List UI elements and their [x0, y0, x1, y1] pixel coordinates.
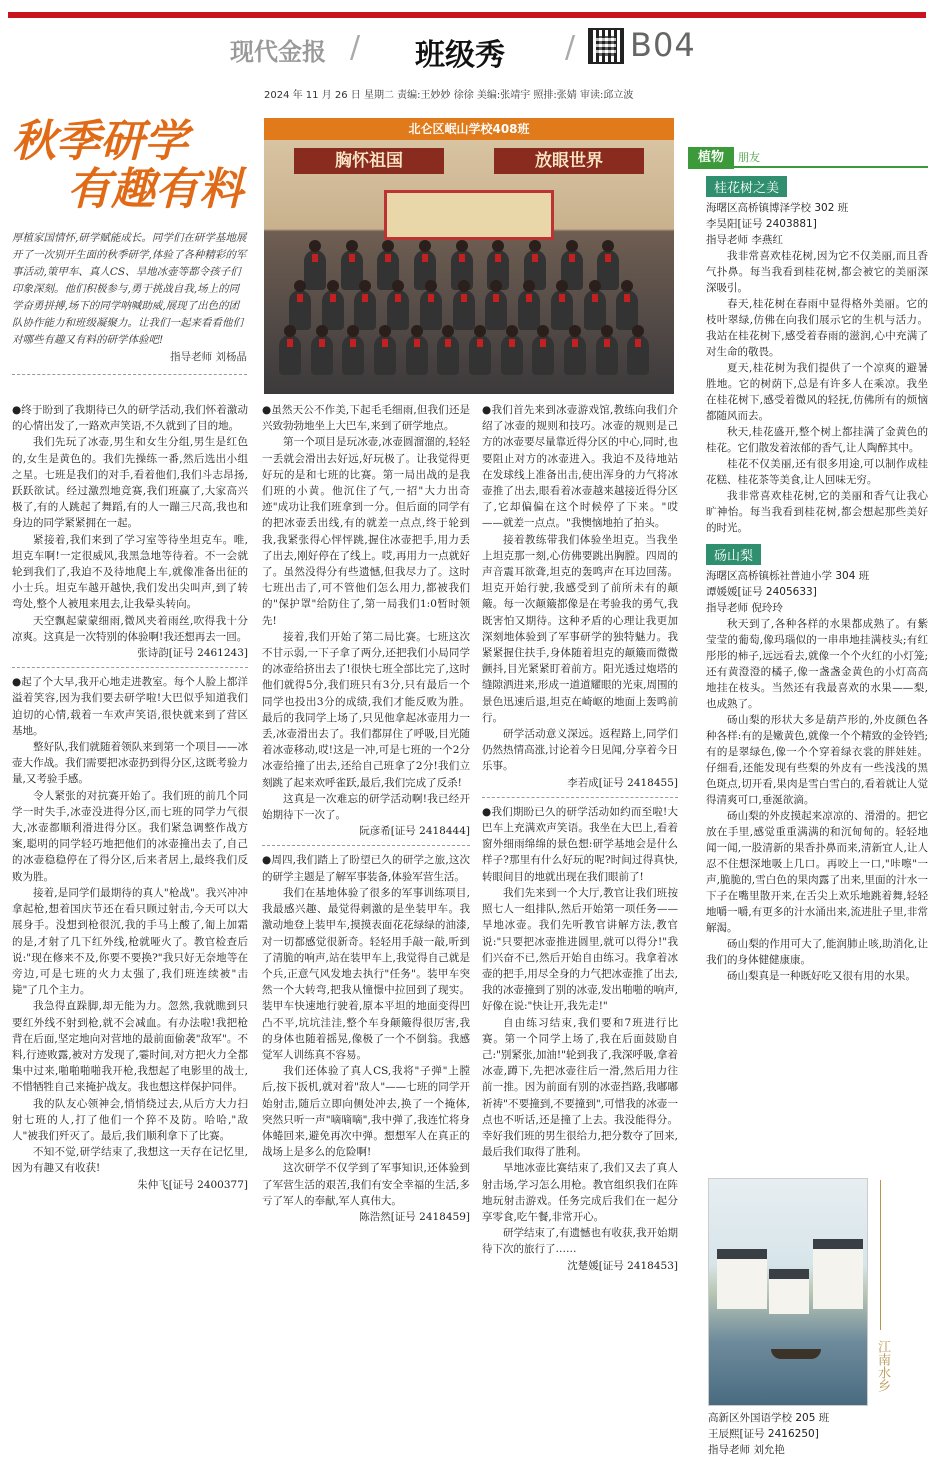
feature-title	[12, 118, 252, 214]
article-paragraph: 接着,我们开始了第二局比赛。七班这次不甘示弱,一下子拿了两分,还把我们小局同学的冰壶给挤出去了!很快七班全部比完了,这时他们就得5分,我们班只有3分,只有最后一个同学也投出3分的成绩,我们才能反败为胜。最后的我同学上场了,只见他拿起冰壶用力一丢,冰壶滑出去了。我们都屏住了呼吸,目光随着冰壶移动,哎!这是一冲,可是七班的一个2分冰壶给撞了出去,还给自己班拿了2分!我们立刻跳了起来欢呼雀跃,最后,我们完成了反杀!	[262, 630, 470, 789]
photo-student	[616, 290, 638, 330]
photo-student	[564, 335, 586, 375]
article-paragraph: 砀山梨的形状大多是葫芦形的,外皮颜色各种各样:有的是嫩黄色,就像一个个精致的金铃铛;有的是翠绿色,像一个个穿着绿衣裳的胖娃娃。仔细看,还能发现有些梨的外皮有一些浅浅的黑色斑点,切开看,果肉是雪白雪白的,看着就让人觉得清爽可口,垂涎欲滴。	[706, 714, 928, 806]
painting-house	[717, 1249, 767, 1309]
teacher-line: 指导老师 倪玲玲	[706, 602, 783, 614]
school-line: 海曙区高桥镇博泽学校 302 班	[706, 202, 849, 214]
feature-title-line2: 有趣有料	[67, 164, 243, 215]
watercolor-painting	[708, 1178, 868, 1406]
author-signature: 朱仲飞[证号 2400377]	[137, 1178, 248, 1191]
article-paragraph: 紧接着,我们来到了学习室等待坐坦克车。唯,坦克车啊!一定很威风,我黑急地等待着。不一会就轮到我们了,我迫不及待地爬上车,就像准备出征的小士兵。坦克车越开越快,我们发出尖叫声,到了转弯处,整个人被甩来甩去,让我晕头转向。	[12, 533, 248, 611]
photo-student	[420, 290, 442, 330]
class-photo	[264, 118, 674, 394]
photo-student	[532, 335, 554, 375]
paper-name: 现代金报	[230, 38, 326, 66]
vertical-rule	[880, 1180, 881, 1330]
divider-slash: /	[350, 30, 361, 65]
photo-student	[469, 335, 491, 375]
painting-house	[769, 1269, 809, 1314]
painting-credit	[708, 1410, 928, 1458]
article-paragraph: 砀山梨的外皮摸起来凉凉的、滑滑的。把它放在手里,感觉重重满满的和沉甸甸的。轻轻地闻一闻,一股清新的果香扑鼻而来,清新宜人,让人忍不住想深地吸上几口。再咬上一口,"咔嚓"一声,脆脆的,雪白色的果肉露了出来,里面的汁水一下子在嘴里散开来,在舌尖上欢乐地跳着舞,轻轻地嚼一嚼,有更多的汁水涌出来,流进肚子里,非常解渴。	[706, 810, 928, 934]
article-paragraph: 夏天,桂花树为我们提供了一个凉爽的避暑胜地。它的树荫下,总是有许多人在乘凉。我坐在桂花树下,感受着微风的轻抚,仿佛所有的烦恼都随风而去。	[706, 362, 928, 422]
article-paragraph: 研学活动意义深远。返程路上,同学们仍然热情高涨,讨论着今日见闻,分享着今日乐事。	[482, 728, 678, 773]
right-column	[688, 172, 928, 984]
author-signature: 陈浩然[证号 2418459]	[359, 1210, 470, 1223]
photo-student	[311, 335, 333, 375]
author-signature: 李若成[证号 2418455]	[567, 776, 678, 789]
photo-student	[518, 290, 540, 330]
article-paragraph: 这次研学不仅学到了军事知识,还体验到了军营生活的艰苦,我们有安全幸福的生活,多亏了军人的奉献,军人真伟大。	[262, 1162, 470, 1207]
column-3	[482, 402, 678, 1280]
photo-student	[597, 250, 619, 290]
article-paragraph: 不知不觉,研学结束了,我想这一天存在记忆里,因为有趣又有收获!	[12, 1146, 248, 1175]
article-paragraph: 整好队,我们就随着领队来到第一个项目——冰壶大作战。我们需要把冰壶扔到得分区,这既考验力量,又考验手感。	[12, 741, 248, 786]
article-paragraph: 自由练习结束,我们要和7班进行比赛。第一个同学上场了,我在后面鼓励自己:"别紧张,加油!"轮到我了,我深呼吸,拿着冰壶,蹲下,先把冰壶往后一滑,然后用力往前一推。因为前面有别的冰壶挡路,我嘟嘟祈祷"不要撞到,不要撞到",可惜我的冰壶一点也不听话,还是撞了上去。我没能得分。幸好我们班的男生很给力,把分数夺了回来,最后我们取得了胜利。	[482, 1016, 678, 1159]
photo-student	[437, 335, 459, 375]
top-red-rule	[8, 12, 926, 18]
photo-student	[453, 290, 475, 330]
article-divider	[262, 845, 470, 846]
article-paragraph: 秋天到了,各种各样的水果都成熟了。有紫莹莹的葡萄,像玛瑙似的一串串地挂满枝头;有红彤彤的柿子,远远看去,就像一个个火红的小灯笼;还有黄澄澄的橘子,像一盏盏金黄色的小灯高高地挂在枝头。当然还有我最喜欢的水果——梨,也成熟了。	[706, 618, 928, 710]
photo-student	[374, 335, 396, 375]
article-paragraph: 我们先玩了冰壶,男生和女生分组,男生是红色的,女生是黄色的。我们先操练一番,然后选出小组之星。七班是我们的对手,看着他们,我们斗志昂扬,跃跃欲试。经过激烈地竞赛,我们班赢了,大家高兴极了,有的人跳起了舞蹈,有的人一蹦三尺高,我也和身边的同学紧紧拥在一起。	[12, 436, 248, 530]
qr-code-icon	[588, 28, 624, 64]
article-paragraph: 天空飘起蒙蒙细雨,微风夹着雨丝,吹得我十分凉爽。这真是一次特别的体验啊!我还想再去一回。	[12, 614, 248, 643]
photo-student	[322, 290, 344, 330]
photo-student	[406, 335, 428, 375]
photo-student	[289, 290, 311, 330]
photo-student	[279, 335, 301, 375]
photo-student	[596, 335, 618, 375]
painting-house	[813, 1239, 863, 1309]
photo-board	[384, 190, 554, 240]
intro-teacher: 指导老师 刘杨晶	[170, 351, 247, 363]
article-paragraph: 我非常喜欢桂花树,它的美丽和香气让我心旷神怡。每当我看到桂花树,都会想起那些美好的时光。	[706, 490, 928, 534]
article-paragraph: 桂花不仅美丽,还有很多用途,可以制作成桂花糕、桂花茶等美食,让人回味无穷。	[706, 458, 928, 486]
article-paragraph: 第一个项目是玩冰壶,冰壶圆溜溜的,轻轻一丢就会滑出去好远,好玩极了。让我觉得更好玩的是和七班的比赛。第一局出战的是我们班的小黄。他沉住了气,一招"大力出奇迹"成功让我们班拿到一分。但后面的同学有的把冰壶丢出线,有的就差一点点,终于轮到我,我紧张得心怦怦跳,握住冰壶把手,用力丢了出去,刚好停在了线上。哎,再用力一点就好了。虽然没得分有些遗憾,但我尽力了。这时七班出击了,可不管他们怎么用力,都被我们的"保护罩"给防住了,第一局我们1:0暂时领先!	[262, 436, 470, 627]
article-paragraph: ●周四,我们踏上了盼望已久的研学之旅,这次的研学主题是了解军事装备,体验军营生活。	[262, 854, 470, 883]
page-number: B04	[630, 26, 696, 64]
article-title: 砀山梨	[706, 544, 761, 565]
plant-friends-tag	[688, 146, 928, 168]
author-line: 李昊阳[证号 2403881]	[706, 218, 817, 230]
article-paragraph: 接着,是同学们最期待的真人"枪战"。我兴冲冲拿起枪,想着国庆节还在看只顾过射击,今天可以大展身手。没想到枪很沉,我的手马上酸了,匍上加霜的是,才射了几下红外线,枪就哑火了。教官检查后说:"现在修来不及,你要不要换?"我只好无奈地等在旁边,可是七班的火力太强了,我们班连续被"击毙"了几个主力。	[12, 886, 248, 997]
article-paragraph: 我们先来到一个大厅,教官让我们班按照七人一组排队,然后开始第一项任务——旱地冰壶。我们先听教官讲解方法,教官说:"只要把冰壶推进圆里,就可以得分!"我们兴奋不已,然后开始自由练习。我拿着冰壶的把手,用尽全身的力气把冰壶推了出去,我的冰壶撞到了别的冰壶,发出啪啪的响声,好像在说:"快让开,我先走!"	[482, 886, 678, 1013]
photo-student	[551, 290, 573, 330]
article-paragraph: 令人紧张的对抗赛开始了。我们班的前几个同学一时失手,冰壶没进得分区,而七班的同学力气很大,冰壶都顺利滑进得分区。我们紧急调整作战方案,聪明的同学轻巧地把他们的冰壶撞出去了,自己的冰壶稳稳停在了得分区,后来者居上,最终我们反败为胜。	[12, 789, 248, 883]
photo-student	[584, 290, 606, 330]
article-paragraph: 砀山梨真是一种既好吃又很有用的水果。	[727, 970, 916, 982]
masthead	[0, 22, 934, 82]
article-paragraph: 我们在基地体验了很多的军事训练项目,我最感兴趣、最觉得刺激的是坐装甲车。我激动地登上装甲车,摸摸表面花花绿绿的油漆,对一切都感觉很新奇。轻轻用手敲一敲,听到了清脆的响声,站在装甲车上,我觉得自己就是个兵,正意气风发地去执行"任务"。装甲车突然一个大转弯,把我从憧憬中拉回到了现实。装甲车快速地行驶着,原本平坦的地面变得凹凸不平,坑坑洼洼,整个车身颠簸得很厉害,我的身体也随着摇晃,像极了一个不倒翁。我感觉军人训练真不容易。	[262, 886, 470, 1061]
article-body	[688, 616, 928, 984]
photo-caption: 北仑区岷山学校408班	[264, 118, 674, 140]
article-paragraph: ●虽然天公不作美,下起毛毛细雨,但我们还是兴致勃勃地坐上大巴车,来到了研学地点。	[262, 404, 470, 433]
article-paragraph: ●终于盼到了我期待已久的研学活动,我们怀着激动的心情出发了,一路欢声笑语,不久就到了目的地。	[12, 404, 248, 433]
author-line: 谭媛媛[证号 2405633]	[706, 586, 817, 598]
column-1	[12, 402, 248, 1199]
article-paragraph: 我的队友心领神会,悄悄绕过去,从后方大力扫射七班的人,打了他们一个猝不及防。哈哈,"敌人"被我们歼灭了。最后,我们顺利拿下了比赛。	[12, 1097, 248, 1142]
article-paragraph: 研学结束了,有遗憾也有收获,我开始期待下次的旅行了……	[482, 1227, 678, 1256]
feature-title-line1: 秋季研学	[12, 116, 188, 167]
school-line: 高新区外国语学校 205 班	[708, 1412, 830, 1424]
article-paragraph: 春天,桂花树在春雨中显得格外美丽。它的枝叶翠绿,仿佛在向我们展示它的生机与活力。我站在桂花树下,感受着春雨的滋润,心中充满了对生命的敬畏。	[706, 298, 928, 358]
divider-slash: /	[565, 30, 576, 65]
column-2	[262, 402, 470, 1231]
photo-student	[354, 290, 376, 330]
article-paragraph: 我们还体验了真人CS,我将"子弹"上膛后,按下扳机,就对着"敌人"——七班的同学开始射击,随后立即向侧处冲去,换了一个掩体,突然只听一声"嘀嘀嘀",我中弹了,我连忙将身体蜷回来,避免再次中弹。想想军人在真正的战场上是多么的危险啊!	[262, 1065, 470, 1159]
photo-student	[627, 335, 649, 375]
article-divider	[12, 667, 248, 668]
article-paragraph: 接着教练带我们体验坐坦克。当我坐上坦克那一刻,心仿佛要跳出胸膛。四周的声音震耳欲聋,坦克的轰鸣声在耳边回荡。坦克开始行驶,我感受到了前所未有的颠簸。每一次颠簸都像是在考验我的勇气,我既害怕又期待。这种矛盾的心理让我更加深刻地体验到了军事研学的独特魅力。我紧紧握住扶手,身体随着坦克的颠簸而微微颤抖,目光紧紧盯着前方。阳光透过炮塔的缝隙洒进来,形成一道道耀眼的光束,周围的景色迅速后退,坦克在崎岖的地面上轰鸣前行。	[482, 533, 678, 724]
article-divider	[482, 797, 678, 798]
photo-student	[387, 290, 409, 330]
article-title: 桂花树之美	[706, 176, 787, 197]
section-name: 班级秀	[415, 38, 505, 73]
author-signature: 张诗韵[证号 2461243]	[137, 647, 248, 660]
intro-text: 厚植家国情怀,研学赋能成长。同学们在研学基地展开了一次别开生面的秋季研学,体验了各种精彩的军事活动,策甲车、真人CS、旱地冰壶等都令孩子们印象深刻。他们积极参与,勇于挑战自我,场上的同学奋勇拼搏,场下的同学呐喊助威,展现了出色的团队协作能力和班级凝聚力。让我们一起来看看他们对哪些有趣又有料的研学体验吧!	[12, 232, 247, 346]
school-line: 海曙区高桥镇栎社普迪小学 304 班	[706, 570, 870, 582]
article-paragraph: ●我们首先来到冰壶游戏馆,教练向我们介绍了冰壶的规则和技巧。冰壶的规则是己方的冰壶要尽量靠近得分区的中心,同时,也要阻止对方的冰壶进入。我迫不及待地站在发球线上准备出击,使出浑身的力气将冰壶推了出去,眼看着冰壶越来越接近得分区了,它却偏偏在这个时候停了下来。"哎——就差一点点。"我懊恼地拍了拍头。	[482, 404, 678, 530]
article-paragraph: ●起了个大早,我开心地走进教室。每个人脸上都洋溢着笑容,因为我们要去研学啦!大巴似乎知道我们迫切的心情,载着一车欢声笑语,很快就来到了营区基地。	[12, 676, 248, 737]
author-signature: 沈楚媛[证号 2418453]	[567, 1259, 678, 1272]
dateline: 2024 年 11 月 26 日 星期二 责编:王妙妙 徐徐 美编:张靖宇 照排:张婧 审读:邱立波	[264, 90, 634, 101]
photo-banner-left: 胸怀祖国	[294, 148, 444, 174]
photo-image	[264, 140, 674, 394]
tag-suffix: 朋友	[738, 151, 761, 164]
author-signature: 阮彦希[证号 2418444]	[359, 825, 470, 838]
photo-student	[304, 250, 326, 290]
article-paragraph: 秋天,桂花盛开,整个树上都挂满了金黄色的桂花。它们散发着浓郁的香气,让人陶醉其中。	[706, 426, 928, 454]
photo-student	[342, 335, 364, 375]
article-paragraph: 砀山梨的作用可大了,能润肺止咳,助消化,让我们的身体健健康康。	[706, 938, 928, 966]
article-paragraph: 我急得直跺脚,却无能为力。忽然,我就瞧到只要红外线不射到枪,就不会减血。有办法啦!我把枪背在后面,坚定地向对营地的最前面偷袭"敌军"。不料,行迹败露,被对方发现了,霎时间,对方把火力全都集中过来,啪啪啪啪我开枪,我想起了电影里的战士,不惜牺牲自己来掩护战友。我也想这样保护同伴。	[12, 1000, 248, 1094]
author-line: 王辰熙[证号 2416250]	[708, 1428, 819, 1440]
article-paragraph: 旱地冰壶比赛结束了,我们又去了真人射击场,学习怎么用枪。教官组织我们在阵地玩射击游戏。任务完成后我们在一起分享零食,吃午餐,非常开心。	[482, 1162, 678, 1223]
photo-banner-right: 放眼世界	[494, 148, 644, 174]
tag-label: 植物	[688, 147, 734, 169]
article-paragraph: 这真是一次难忘的研学活动啊!我已经开始期待下一次了。	[262, 792, 470, 822]
article-body	[688, 248, 928, 536]
feature-intro	[12, 230, 247, 375]
painting-boat	[771, 1349, 821, 1359]
article-paragraph: 我非常喜欢桂花树,因为它不仅美丽,而且香气扑鼻。每当我看到桂花树,都会被它的美丽深深吸引。	[706, 250, 928, 294]
article-paragraph: ●我们期盼已久的研学活动如约而至啦!大巴车上充满欢声笑语。我坐在大巴上,看着窗外细雨绵绵的景色想:研学基地会是什么样子?那里有什么好玩的呢?时间过得真快,转眼间目的地就出现在我们眼前了!	[482, 805, 678, 883]
photo-student	[485, 290, 507, 330]
teacher-line: 指导老师 李燕红	[706, 234, 783, 246]
teacher-line: 指导老师 刘允艳	[708, 1444, 785, 1456]
photo-student	[501, 335, 523, 375]
painting-title: 江南水乡	[875, 1340, 890, 1392]
